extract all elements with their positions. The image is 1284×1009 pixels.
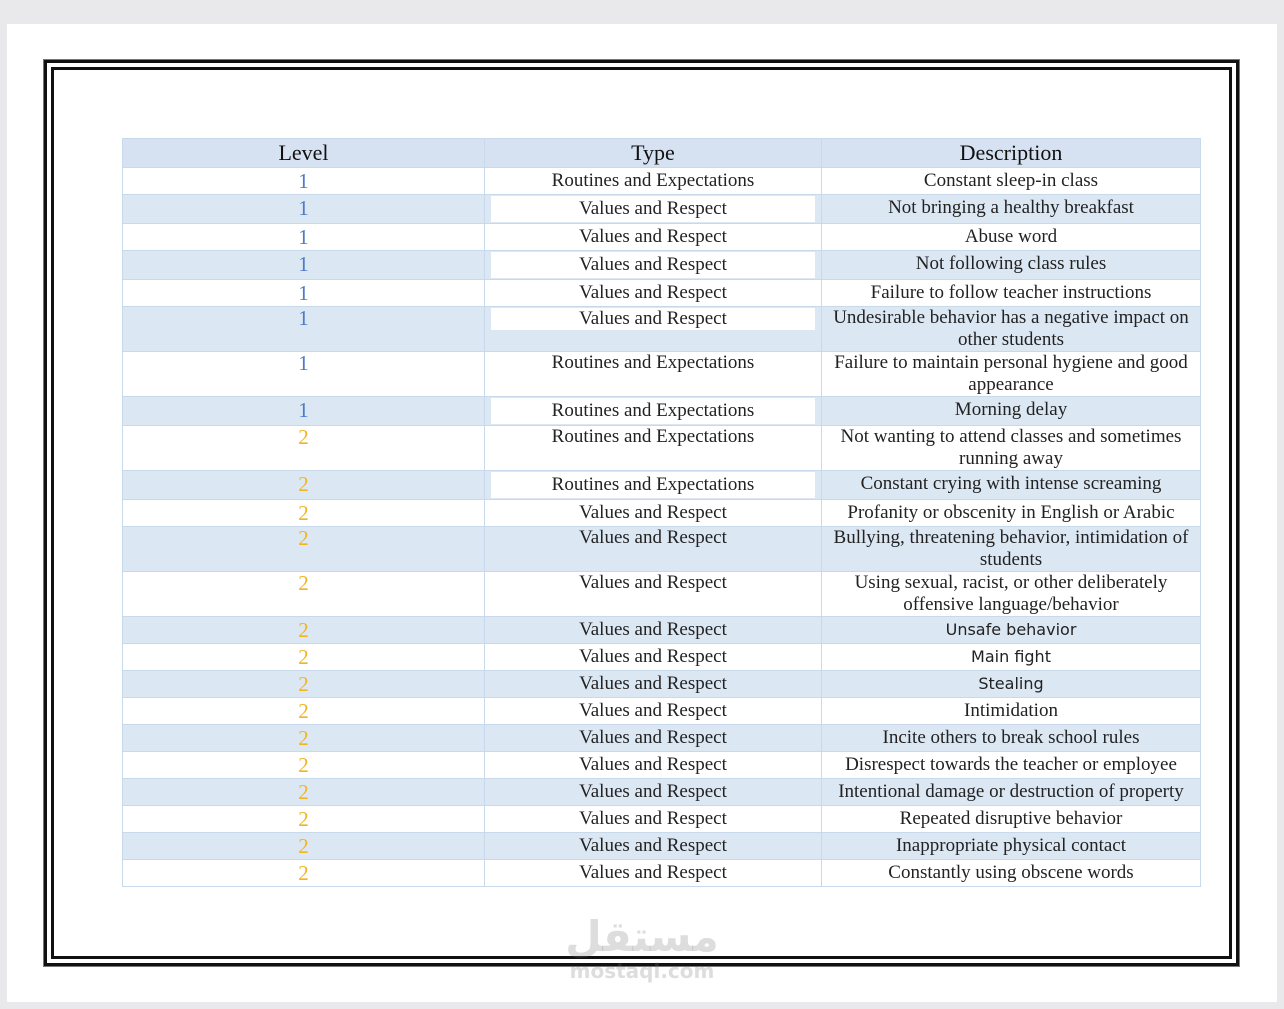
- type-text: Values and Respect: [491, 308, 815, 330]
- table-row: [123, 572, 1201, 617]
- type-text: Values and Respect: [491, 196, 815, 222]
- table-row: [123, 500, 1201, 527]
- description-cell: Incite others to break school rules: [822, 725, 1201, 752]
- level-cell: 1: [123, 168, 485, 195]
- description-cell: Undesirable behavior has a negative impact on other students: [822, 307, 1201, 352]
- table-row: [123, 644, 1201, 671]
- type-cell: [485, 471, 822, 500]
- level-cell: 2: [123, 572, 485, 617]
- level-cell: 2: [123, 527, 485, 572]
- type-cell: Values and Respect: [485, 500, 822, 527]
- description-cell: Inappropriate physical contact: [822, 833, 1201, 860]
- table-header-row: [123, 139, 1201, 168]
- description-cell: Constantly using obscene words: [822, 860, 1201, 887]
- level-cell: 1: [123, 307, 485, 352]
- type-cell: Routines and Expectations: [485, 352, 822, 397]
- type-cell: Values and Respect: [485, 725, 822, 752]
- type-text: Routines and Expectations: [491, 398, 815, 424]
- header-level: Level: [123, 139, 485, 168]
- level-cell: 2: [123, 671, 485, 698]
- watermark-arabic: مستقل: [565, 912, 719, 961]
- header-type: Type: [485, 139, 822, 168]
- table-row: [123, 698, 1201, 725]
- level-cell: 2: [123, 806, 485, 833]
- description-cell: Constant crying with intense screaming: [822, 471, 1201, 500]
- table-row: [123, 779, 1201, 806]
- table-row: [123, 471, 1201, 500]
- table-row: [123, 833, 1201, 860]
- type-cell: Values and Respect: [485, 806, 822, 833]
- level-cell: 2: [123, 860, 485, 887]
- type-cell: Values and Respect: [485, 280, 822, 307]
- table-row: [123, 806, 1201, 833]
- type-cell: [485, 397, 822, 426]
- level-cell: 2: [123, 644, 485, 671]
- type-cell: Values and Respect: [485, 860, 822, 887]
- level-cell: 2: [123, 471, 485, 500]
- type-cell: Values and Respect: [485, 644, 822, 671]
- header-description: Description: [822, 139, 1201, 168]
- type-cell: Values and Respect: [485, 224, 822, 251]
- type-cell: Values and Respect: [485, 527, 822, 572]
- description-cell: Not wanting to attend classes and sometimes running away: [822, 426, 1201, 471]
- type-cell: Values and Respect: [485, 779, 822, 806]
- description-cell: Repeated disruptive behavior: [822, 806, 1201, 833]
- description-cell: Intimidation: [822, 698, 1201, 725]
- description-cell: Morning delay: [822, 397, 1201, 426]
- type-text: Routines and Expectations: [491, 472, 815, 498]
- description-cell: Failure to follow teacher instructions: [822, 280, 1201, 307]
- level-cell: 1: [123, 195, 485, 224]
- table-row: [123, 860, 1201, 887]
- type-text: Values and Respect: [491, 252, 815, 278]
- table-row: [123, 280, 1201, 307]
- description-cell: Disrespect towards the teacher or employee: [822, 752, 1201, 779]
- description-cell: Unsafe behavior: [822, 617, 1201, 644]
- table-row: [123, 725, 1201, 752]
- table-row: [123, 752, 1201, 779]
- type-cell: [485, 251, 822, 280]
- table-row: [123, 527, 1201, 572]
- table-row: [123, 195, 1201, 224]
- description-cell: Using sexual, racist, or other deliberately offensive language/behavior: [822, 572, 1201, 617]
- type-cell: Routines and Expectations: [485, 426, 822, 471]
- level-cell: 2: [123, 752, 485, 779]
- level-cell: 1: [123, 352, 485, 397]
- description-cell: Not following class rules: [822, 251, 1201, 280]
- type-cell: Values and Respect: [485, 572, 822, 617]
- description-cell: Profanity or obscenity in English or Arabic: [822, 500, 1201, 527]
- description-cell: Main fight: [822, 644, 1201, 671]
- level-cell: 2: [123, 426, 485, 471]
- type-cell: Values and Respect: [485, 752, 822, 779]
- type-cell: Values and Respect: [485, 671, 822, 698]
- level-cell: 1: [123, 397, 485, 426]
- table-row: [123, 426, 1201, 471]
- level-cell: 2: [123, 617, 485, 644]
- level-cell: 2: [123, 698, 485, 725]
- table-row: [123, 397, 1201, 426]
- watermark-latin: mostaql.com: [569, 959, 715, 983]
- type-cell: Routines and Expectations: [485, 168, 822, 195]
- description-cell: Constant sleep-in class: [822, 168, 1201, 195]
- description-cell: Intentional damage or destruction of property: [822, 779, 1201, 806]
- description-cell: Abuse word: [822, 224, 1201, 251]
- type-cell: [485, 195, 822, 224]
- level-cell: 2: [123, 500, 485, 527]
- description-cell: Bullying, threatening behavior, intimidation of students: [822, 527, 1201, 572]
- level-cell: 2: [123, 833, 485, 860]
- table-row: [123, 307, 1201, 352]
- type-cell: Values and Respect: [485, 617, 822, 644]
- level-cell: 1: [123, 280, 485, 307]
- type-cell: [485, 307, 822, 352]
- table-row: [123, 224, 1201, 251]
- level-cell: 2: [123, 779, 485, 806]
- table-row: [123, 671, 1201, 698]
- description-cell: Stealing: [822, 671, 1201, 698]
- table-row: [123, 251, 1201, 280]
- description-cell: Not bringing a healthy breakfast: [822, 195, 1201, 224]
- level-cell: 2: [123, 725, 485, 752]
- level-cell: 1: [123, 251, 485, 280]
- table-row: [123, 617, 1201, 644]
- behavior-levels-table: [122, 138, 1201, 887]
- table-row: [123, 352, 1201, 397]
- description-cell: Failure to maintain personal hygiene and good appearance: [822, 352, 1201, 397]
- level-cell: 1: [123, 224, 485, 251]
- table-row: [123, 168, 1201, 195]
- mostaql-watermark: [562, 914, 722, 982]
- type-cell: Values and Respect: [485, 698, 822, 725]
- type-cell: Values and Respect: [485, 833, 822, 860]
